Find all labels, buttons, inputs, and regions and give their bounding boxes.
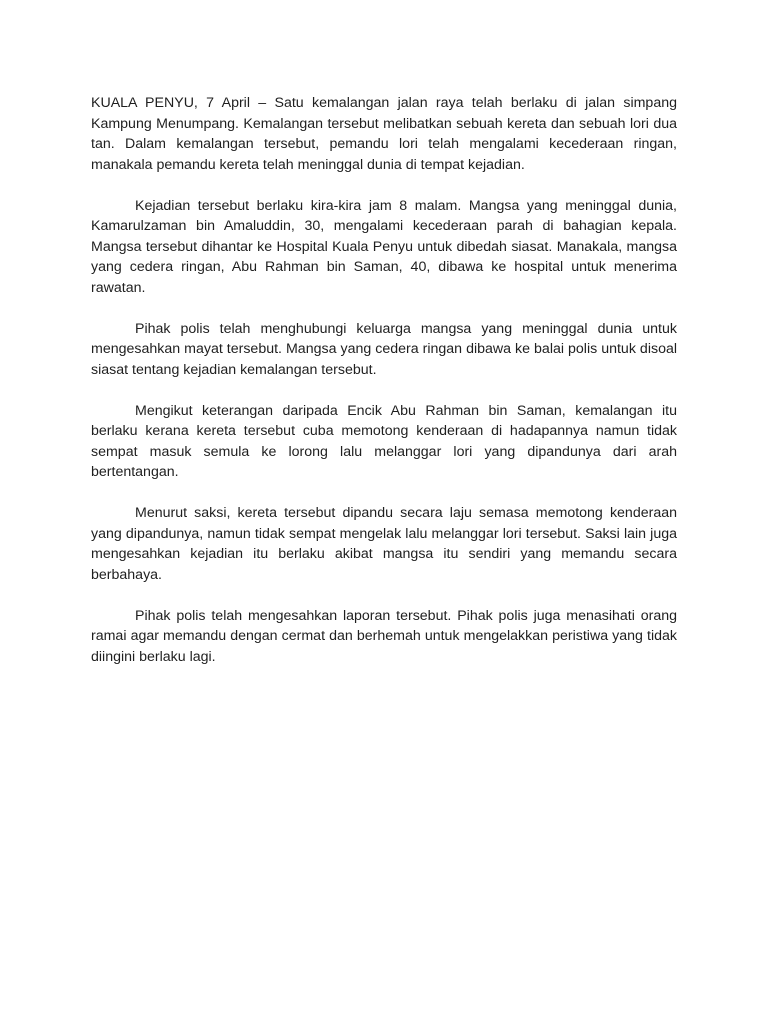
article-paragraph: Pihak polis telah mengesahkan laporan tersebut. Pihak polis juga menasihati orang ramai agar memandu dengan cermat dan berhemah untuk mengelakkan peristiwa yang tidak diingini berlaku lagi. — [91, 607, 677, 665]
article-paragraph-lead: KUALA PENYU, 7 April – Satu kemalangan jalan raya telah berlaku di jalan simpang Kampung Menumpang. Kemalangan tersebut melibatkan sebuah kereta dan sebuah lori dua tan. Dalam kemalangan tersebut, pemandu lori telah mengalami kecederaan ringan, manakala pemandu kereta telah meninggal dunia di tempat kejadian. — [91, 95, 677, 173]
article-paragraph: Pihak polis telah menghubungi keluarga mangsa yang meninggal dunia untuk mengesahkan mayat tersebut. Mangsa yang cedera ringan dibawa ke balai polis untuk disoal siasat tentang kejadian kemalangan tersebut. — [91, 320, 677, 378]
article-paragraph: Mengikut keterangan daripada Encik Abu Rahman bin Saman, kemalangan itu berlaku kerana kereta tersebut cuba memotong kenderaan di hadapannya namun tidak sempat masuk semula ke lorong lalu melanggar lori yang dipandunya dari arah bertentangan. — [91, 402, 677, 480]
article-paragraph: Kejadian tersebut berlaku kira-kira jam 8 malam. Mangsa yang meninggal dunia, Kamarulzaman bin Amaluddin, 30, mengalami kecederaan parah di bahagian kepala. Mangsa tersebut dihantar ke Hospital Kuala Penyu untuk dibedah siasat. Manakala, mangsa yang cedera ringan, Abu Rahman bin Saman, 40, dibawa ke hospital untuk menerima rawatan. — [91, 197, 677, 296]
news-article — [91, 93, 677, 688]
article-paragraph: Menurut saksi, kereta tersebut dipandu secara laju semasa memotong kenderaan yang dipandunya, namun tidak sempat mengelak lalu melanggar lori tersebut. Saksi lain juga mengesahkan kejadian itu berlaku akibat mangsa itu sendiri yang memandu secara berbahaya. — [91, 505, 677, 583]
